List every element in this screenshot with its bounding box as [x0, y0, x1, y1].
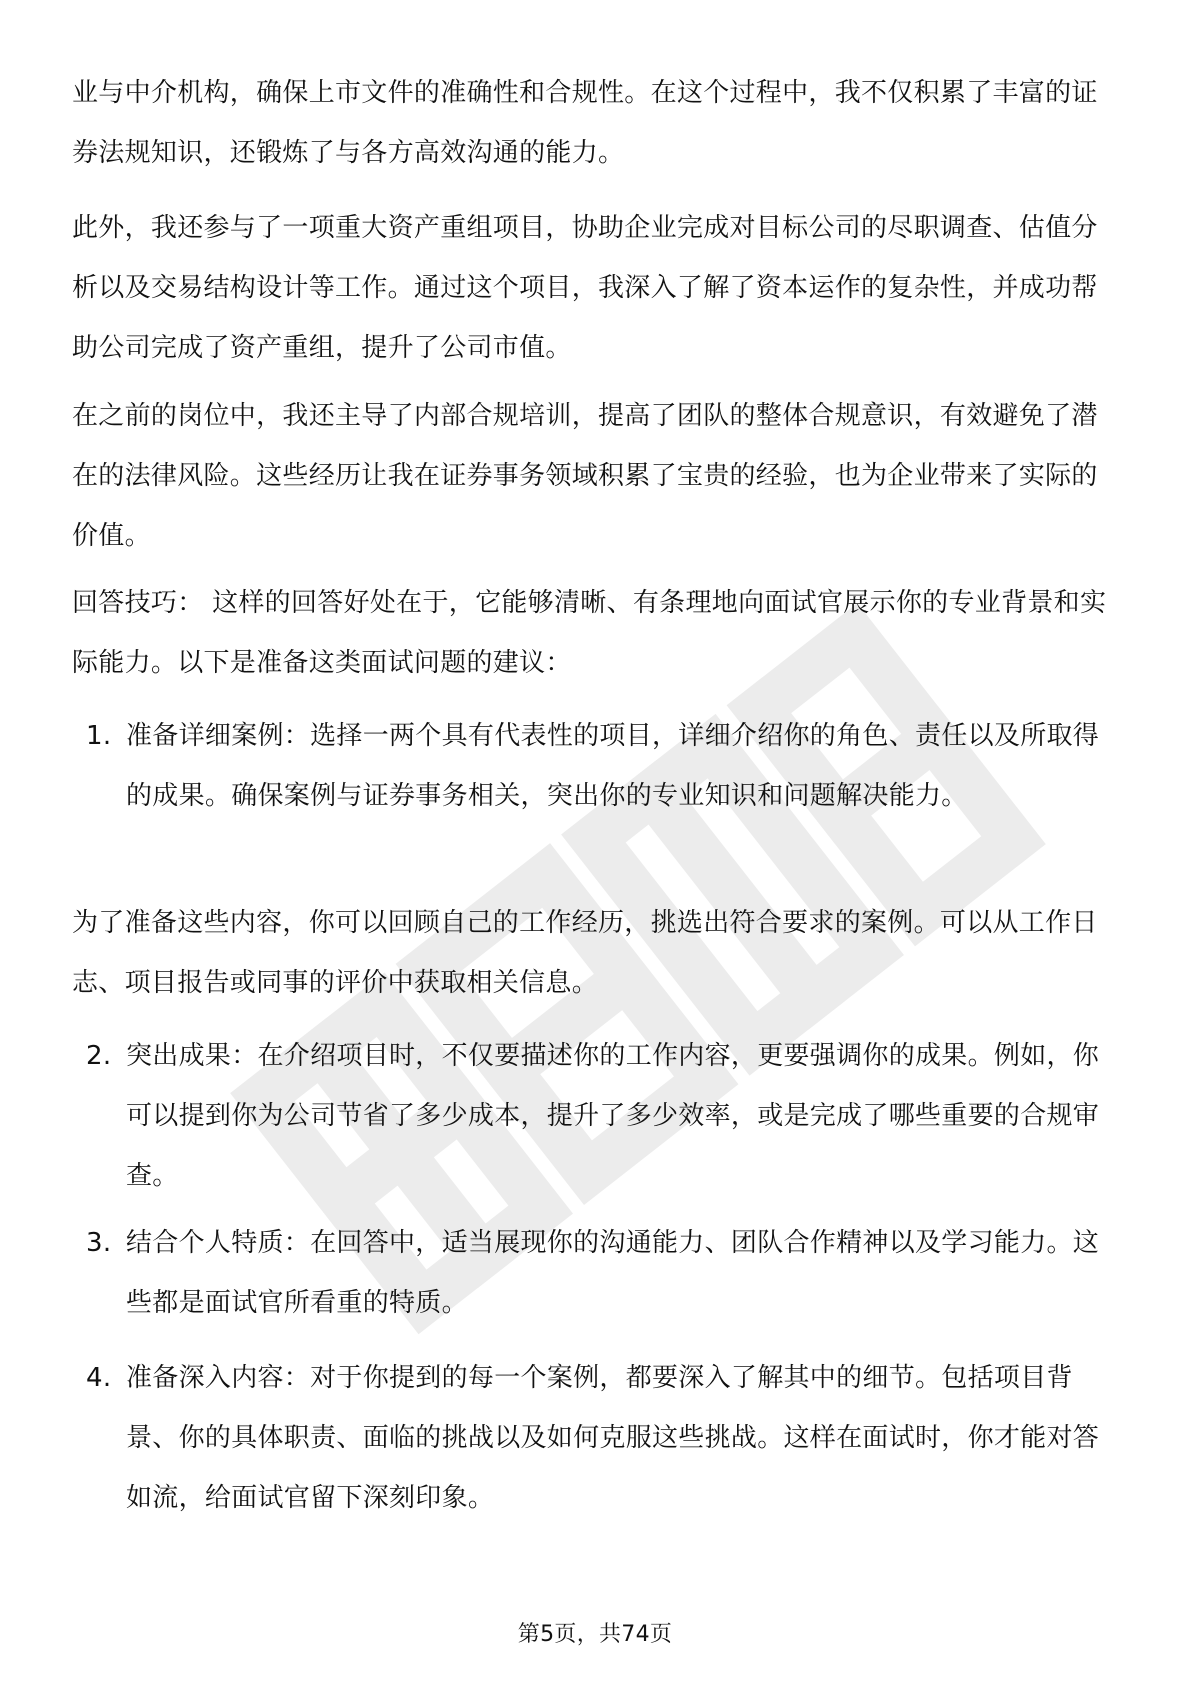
paragraph-listing-work: 业与中介机构，确保上市文件的准确性和合规性。在这个过程中，我不仅积累了丰富的证券法规知识，还锻炼了与各方高效沟通的能力。 — [72, 78, 1098, 168]
list-number: 3. — [86, 1228, 112, 1258]
list-item-1 — [72, 706, 1120, 826]
list-item-text: 突出成果：在介绍项目时，不仅要描述你的工作内容，更要强调你的成果。例如，你可以提到你为公司节省了多少成本，提升了多少效率，或是完成了哪些重要的合规审查。 — [126, 1041, 1100, 1191]
list-item-text: 准备深入内容：对于你提到的每一个案例，都要深入了解其中的细节。包括项目背景、你的具体职责、面临的挑战以及如何克服这些挑战。这样在面试时，你才能对答如流，给面试官留下深刻印象。 — [126, 1363, 1100, 1513]
page-number-footer: 第5页，共74页 — [517, 1622, 673, 1647]
list-item-text: 准备详细案例：选择一两个具有代表性的项目，详细介绍你的角色、责任以及所取得的成果。确保案例与证券事务相关，突出你的专业知识和问题解决能力。 — [126, 721, 1100, 811]
list-number: 2. — [86, 1041, 112, 1071]
list-item-text: 结合个人特质：在回答中，适当展现你的沟通能力、团队合作精神以及学习能力。这些都是面试官所看重的特质。 — [126, 1228, 1100, 1318]
paragraph-compliance-training: 在之前的岗位中，我还主导了内部合规培训，提高了团队的整体合规意识，有效避免了潜在的法律风险。这些经历让我在证券事务领域积累了宝贵的经验，也为企业带来了实际的价值。 — [72, 401, 1098, 551]
paragraph-prepare-content: 为了准备这些内容，你可以回顾自己的工作经历，挑选出符合要求的案例。可以从工作日志、项目报告或同事的评价中获取相关信息。 — [72, 908, 1098, 998]
list-number: 1. — [86, 721, 112, 751]
list-item-3 — [72, 1213, 1120, 1333]
paragraph-asset-restructuring: 此外，我还参与了一项重大资产重组项目，协助企业完成对目标公司的尽职调查、估值分析以及交易结构设计等工作。通过这个项目，我深入了解了资本运作的复杂性，并成功帮助公司完成了资产重组，提升了公司市值。 — [72, 213, 1098, 363]
paragraph-answer-tips: 回答技巧： 这样的回答好处在于，它能够清晰、有条理地向面试官展示你的专业背景和实际能力。以下是准备这类面试问题的建议： — [72, 588, 1107, 678]
list-number: 4. — [86, 1363, 112, 1393]
list-item-4 — [72, 1348, 1120, 1528]
list-item-2 — [72, 1026, 1120, 1206]
